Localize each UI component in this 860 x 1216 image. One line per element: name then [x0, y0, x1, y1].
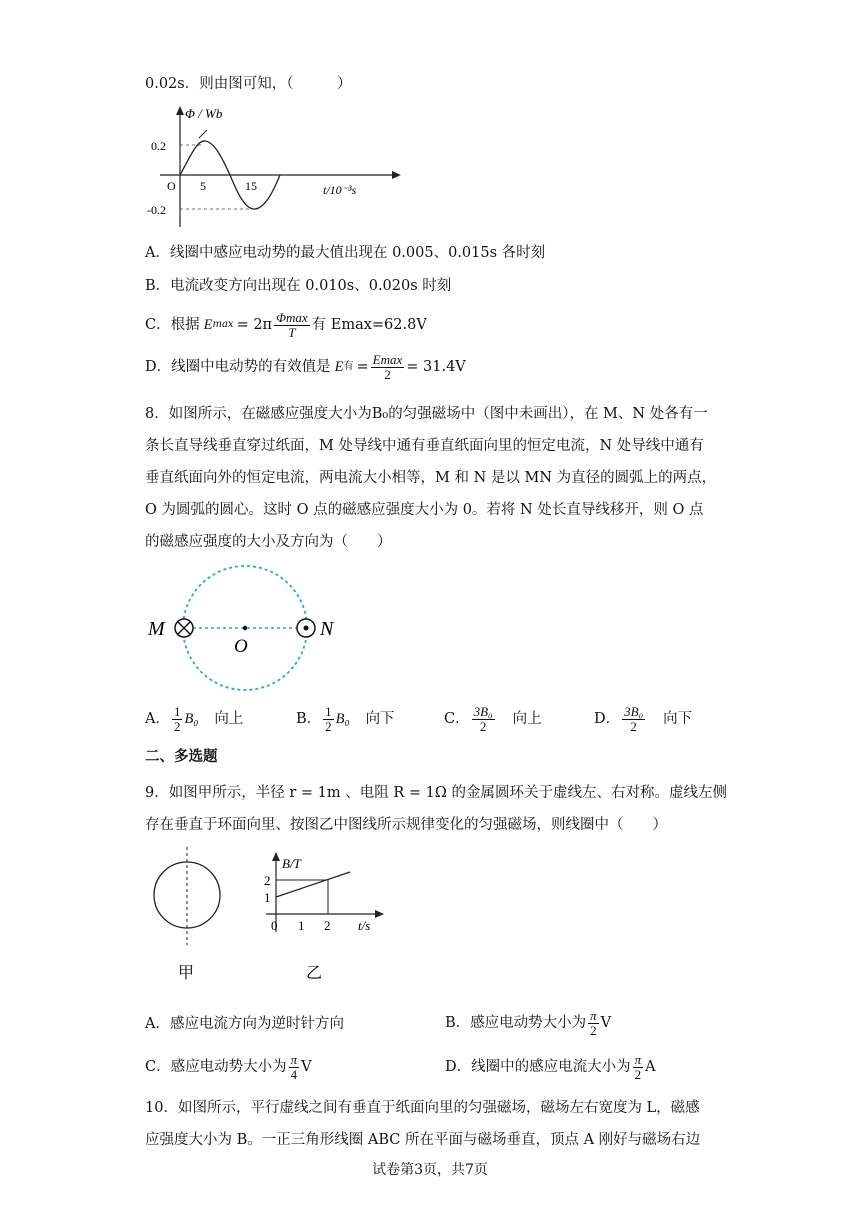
q8-line-5: 的磁感应强度的大小及方向为（ ） [145, 534, 392, 550]
q9-option-d-num: π [634, 1051, 642, 1067]
q9-option-c-num: π [290, 1051, 298, 1067]
q10-line-2: 应强度大小为 B。一正三角形线圈 ABC 所在平面与磁场垂直，顶点 A 刚好与磁场右边 [145, 1132, 701, 1148]
q8-option-c-den: 2 [479, 718, 487, 734]
q8-line-4: O 为圆弧的圆心。这时 O 点的磁感应强度大小为 0。若将 N 处长直导线移开，则 O 点 [145, 502, 704, 518]
q9-option-d-fraction [633, 1053, 644, 1082]
q9-option-b-unit: V [600, 1015, 612, 1031]
q8-option-b-var: B₀ [335, 711, 350, 727]
q7-option-d-den: 2 [384, 366, 391, 382]
q7-graph-tick-5: 5 [200, 179, 206, 193]
q7-graph-ylabel: Φ / Wb [185, 106, 223, 121]
q8-option-d-letter: D． [594, 711, 621, 727]
q7-graph-xlabel: t/10⁻³s [323, 183, 357, 197]
q8-option-c-dir: 向上 [512, 711, 542, 727]
q9-graph-ylabel: B/T [282, 856, 301, 871]
q9-option-a[interactable]: A．感应电流方向为逆时针方向 [145, 1016, 344, 1032]
q8-option-a-letter: A． [145, 711, 170, 727]
q9-line-1: 9．如图甲所示，半径 r = 1m 、电阻 R = 1Ω 的金属圆环关于虚线左、右对称。虚线左侧 [145, 785, 727, 801]
q7-option-c-den: T [288, 324, 296, 340]
q8-line-2: 条长直导线垂直穿过纸面，M 处导线中通有垂直纸面向里的恒定电流，N 处导线中通有 [145, 438, 704, 454]
q7-option-c-e: E [203, 317, 213, 333]
q9-graph-tick-x1: 1 [298, 918, 305, 933]
q7-graph-tick-pos: 0.2 [151, 139, 166, 153]
q7-option-c-eq: = 2π [236, 317, 273, 333]
q9-option-d-prefix: D．线圈中的感应电流大小为 [445, 1059, 631, 1075]
q9-figure-jia [145, 845, 235, 985]
q8-option-d-dir: 向下 [663, 711, 693, 727]
q9-option-b-prefix: B．感应电动势大小为 [445, 1015, 587, 1031]
q9-figure-yi [262, 852, 392, 987]
q9-option-b[interactable] [445, 1006, 611, 1040]
q9-graph-tick-x2: 2 [324, 918, 331, 933]
q7-option-c[interactable] [145, 308, 427, 342]
q8-option-b-dir: 向下 [365, 711, 395, 727]
q8-option-c-num: 3B₀ [473, 703, 493, 719]
q9-option-b-num: π [590, 1007, 597, 1023]
q8-option-b[interactable] [296, 702, 395, 736]
q9-line-2: 存在垂直于环面向里、按图乙中图线所示规律变化的匀强磁场，则线圈中（ ） [145, 817, 667, 833]
q9-option-d-unit: A [645, 1059, 656, 1075]
q7-option-c-max: max [212, 319, 234, 330]
q7-option-b[interactable]: B．电流改变方向出现在 0.010s、0.020s 时刻 [145, 278, 452, 294]
q8-option-c-letter: C． [444, 711, 470, 727]
q9-option-b-fraction [588, 1009, 599, 1038]
q8-line-3: 垂直纸面向外的恒定电流，两电流大小相等，M 和 N 是以 MN 为直径的圆弧上的两点， [145, 470, 717, 486]
q7-option-d-sub: 有 [343, 361, 354, 372]
q7-option-d-suffix: = 31.4V [406, 359, 466, 375]
q7-option-a[interactable]: A．线圈中感应电动势的最大值出现在 0.005、0.015s 各时刻 [145, 245, 546, 261]
q7-option-d[interactable] [145, 350, 466, 384]
q10-line-1: 10．如图所示，平行虚线之间有垂直于纸面向里的匀强磁场，磁场左右宽度为 L，磁感 [145, 1100, 700, 1116]
q9-graph-tick-y2: 2 [264, 873, 271, 888]
q7-option-d-eq: = [356, 359, 369, 375]
q9-figure-yi-label: 乙 [306, 965, 323, 982]
q9-option-c[interactable] [145, 1050, 312, 1084]
q8-option-a-dir: 向上 [214, 711, 244, 727]
q7-graph-origin: O [167, 179, 176, 193]
q9-graph-tick-y1: 1 [264, 890, 271, 905]
q8-option-b-letter: B． [296, 711, 322, 727]
q9-option-b-den: 2 [590, 1022, 597, 1038]
q8-option-a-den: 2 [173, 718, 181, 734]
q7-option-c-suffix: 有 Emax=62.8V [311, 317, 427, 333]
q9-option-c-unit: V [301, 1059, 312, 1075]
q8-option-c[interactable] [444, 702, 542, 736]
q9-option-d-den: 2 [634, 1066, 642, 1082]
q7-flux-graph [145, 102, 405, 232]
q8-option-d[interactable] [594, 702, 692, 736]
q8-label-m: M [148, 618, 165, 640]
q8-label-o: O [234, 636, 248, 657]
q7-option-d-fraction [371, 353, 405, 382]
q8-option-d-den: 2 [630, 718, 637, 734]
q7-option-c-fraction [274, 311, 310, 340]
q8-option-a-fraction [172, 705, 183, 734]
q9-option-c-den: 4 [290, 1066, 298, 1082]
q9-option-c-fraction [289, 1053, 300, 1082]
q9-graph-xlabel: t/s [358, 918, 371, 933]
q9-option-d[interactable] [445, 1050, 656, 1084]
q7-option-d-e: E [334, 359, 344, 375]
page-footer: 试卷第3页，共7页 [372, 1162, 488, 1178]
q7-option-c-prefix: C．根据 [145, 317, 200, 333]
q8-option-a[interactable] [145, 702, 243, 736]
q8-option-a-var: B₀ [184, 711, 199, 727]
q8-figure [140, 560, 360, 700]
q7-graph-tick-15: 15 [245, 179, 257, 193]
q9-option-c-prefix: C．感应电动势大小为 [145, 1059, 287, 1075]
q7-option-d-prefix: D．线圈中电动势的有效值是 [145, 359, 331, 375]
q9-figure-jia-label: 甲 [178, 965, 195, 982]
q8-option-c-fraction [472, 705, 495, 734]
q8-option-b-num: 1 [325, 703, 332, 719]
q9-graph-tick-x0: 0 [271, 918, 278, 933]
q7-option-c-num: Φmax [276, 309, 308, 325]
q8-line-1: 8．如图所示，在磁感应强度大小为B₀的匀强磁场中（图中未画出），在 M、N 处各有一 [145, 406, 708, 422]
section-title-multiple-choice: 二、多选题 [145, 748, 218, 765]
q8-option-b-fraction [323, 705, 334, 734]
q8-option-d-num: 3B₀ [624, 703, 644, 719]
q7-option-d-num: Emax [372, 351, 403, 367]
q8-option-b-den: 2 [325, 718, 332, 734]
q8-option-d-fraction [622, 705, 645, 734]
q8-option-a-num: 1 [173, 703, 181, 719]
q7-intro: 0.02s．则由图可知，（ ） [145, 76, 352, 92]
q8-label-n: N [320, 618, 334, 640]
q7-graph-tick-neg: -0.2 [147, 203, 166, 217]
